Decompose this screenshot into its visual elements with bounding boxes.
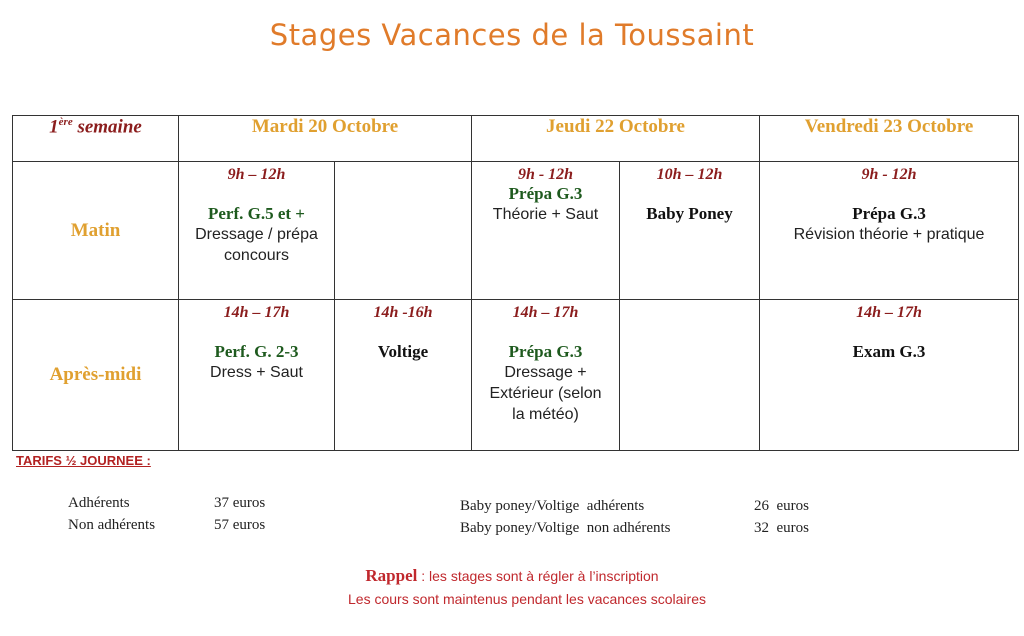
week-label: 1ère semaine — [13, 116, 179, 162]
activity-label: Perf. G.5 et + — [207, 204, 305, 224]
tarif-label: Adhérents — [68, 495, 130, 511]
time-label: 9h - 12h — [861, 166, 917, 184]
time-label: 9h - 12h — [517, 166, 574, 184]
cell-vendredi-apres-midi — [760, 300, 1019, 451]
activity-detail: Dress + Saut — [210, 364, 303, 382]
activity-detail: Révision théorie + pratique — [793, 226, 985, 244]
activity-label: Prépa G.3 — [508, 184, 583, 204]
day-header-jeudi: Jeudi 22 Octobre — [472, 116, 760, 162]
cell-mardi-apres-midi-b — [335, 300, 472, 451]
day-header-vendredi: Vendredi 23 Octobre — [760, 116, 1019, 162]
cell-jeudi-matin-b — [620, 162, 760, 300]
cell-jeudi-matin — [472, 162, 620, 300]
activity-label: Voltige — [377, 342, 429, 362]
activity-label: Prépa G.3 — [852, 204, 926, 224]
tarif-price: 37 euros — [214, 495, 266, 511]
tarifs-heading: TARIFS ½ JOURNEE : — [16, 453, 151, 468]
activity-label: Exam G.3 — [852, 342, 926, 362]
time-label: 14h – 17h — [512, 304, 579, 322]
cell-mardi-matin — [179, 162, 335, 300]
time-label: 14h – 17h — [856, 304, 922, 322]
header-row — [13, 116, 1019, 162]
activity-detail: Théorie + Saut — [492, 206, 599, 224]
morning-row — [13, 162, 1019, 300]
period-matin: Matin — [13, 162, 179, 300]
cell-vendredi-matin — [760, 162, 1019, 300]
cell-jeudi-apres-midi — [472, 300, 620, 451]
tarif-label: Non adhérents — [68, 517, 156, 533]
activity-detail: Dressage + — [504, 364, 587, 382]
time-label: 10h – 12h — [656, 166, 723, 184]
time-label: 14h -16h — [373, 304, 433, 322]
cell-jeudi-apres-midi-empty — [620, 300, 760, 451]
cell-mardi-apres-midi — [179, 300, 335, 451]
page-title: Stages Vacances de la Toussaint — [269, 18, 755, 52]
activity-label: Prépa G.3 — [508, 342, 583, 362]
tarif-price: 26 euros — [754, 498, 809, 514]
day-header-mardi: Mardi 20 Octobre — [179, 116, 472, 162]
activity-label: Baby Poney — [646, 204, 733, 224]
cell-mardi-matin-empty — [335, 162, 472, 300]
tarif-price: 57 euros — [214, 517, 266, 533]
tarif-label: Baby poney/Voltige non adhérents — [460, 520, 671, 536]
activity-detail: Extérieur (selon — [489, 385, 602, 403]
rappel-line2: Les cours sont maintenus pendant les vacances scolaires — [348, 591, 706, 607]
tarif-price: 32 euros — [754, 520, 809, 536]
activity-detail: Dressage / prépa — [195, 226, 318, 244]
rappel-text: : les stages sont à régler à l’inscription — [417, 568, 659, 584]
afternoon-row — [13, 300, 1019, 451]
time-label: 9h – 12h — [227, 166, 286, 184]
period-apres-midi: Après-midi — [13, 300, 179, 451]
activity-detail: la météo) — [512, 406, 579, 424]
tarif-label: Baby poney/Voltige adhérents — [460, 498, 645, 514]
schedule-table — [12, 115, 1019, 451]
time-label: 14h – 17h — [223, 304, 290, 322]
rappel-note — [0, 566, 1024, 586]
rappel-label: Rappel — [365, 566, 418, 585]
activity-label: Perf. G. 2-3 — [214, 342, 299, 362]
activity-detail: concours — [224, 247, 289, 265]
